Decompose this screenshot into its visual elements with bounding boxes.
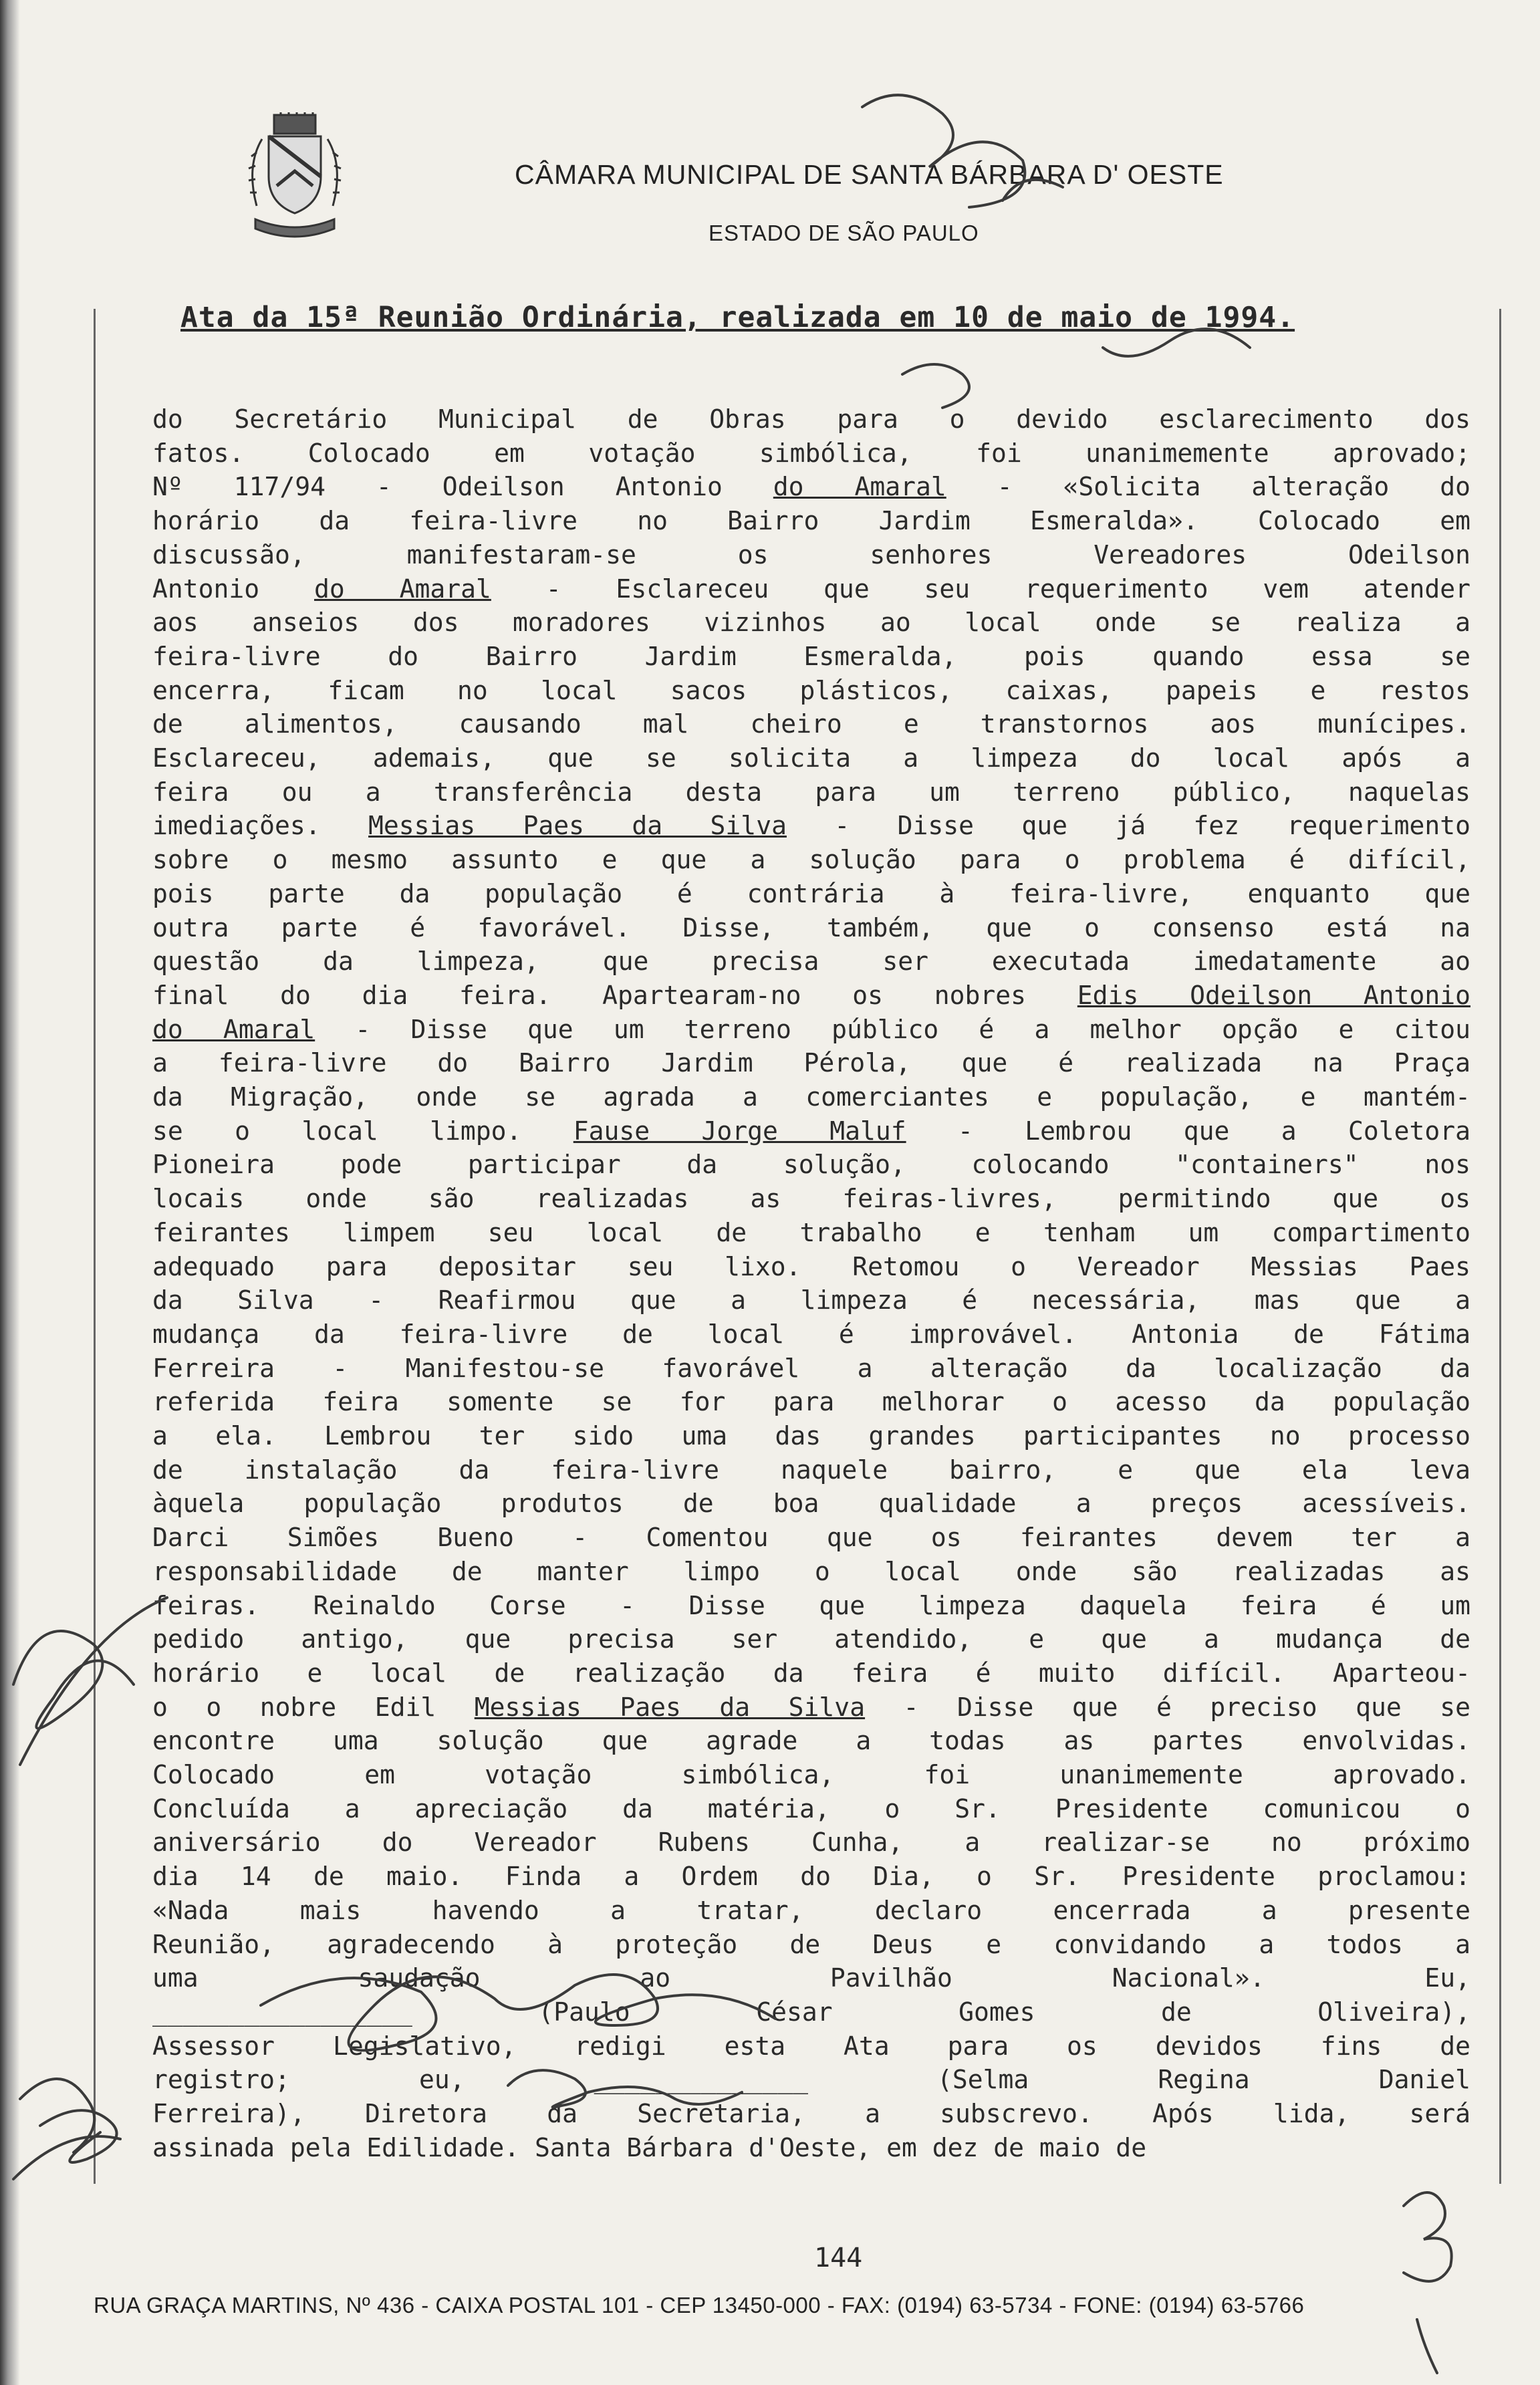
body-line: adequado para depositar seu lixo. Retomou o Vereador Messias Paes [152,1252,1470,1281]
body-line: Nº 117/94 - Odeilson Antonio do Amaral - «Solicita alteração do [152,472,1470,501]
address-footer: RUA GRAÇA MARTINS, Nº 436 - CAIXA POSTAL 101 - CEP 13450-000 - FAX: (0194) 63-5734 - FONE: (0194) 63-5766 [94,2293,1305,2317]
state-name: ESTADO DE SÃO PAULO [709,221,979,245]
body-line: assinada pela Edilidade. Santa Bárbara d'Oeste, em dez de maio de [152,2133,1147,2162]
body-line: pois parte da população é contrária à feira-livre, enquanto que [152,879,1470,908]
underlined-name: Messias Paes da Silva [368,811,787,840]
body-line: sobre o mesmo assunto e que a solução para o problema é difícil, [152,845,1470,874]
body-line: «Nada mais havendo a tratar, declaro encerrada a presente [152,1896,1470,1925]
underlined-name: Edis Odeilson Antonio [1077,981,1470,1010]
body-line: responsabilidade de manter limpo o local onde são realizadas as [152,1557,1470,1586]
body-line: do Amaral - Disse que um terreno público é a melhor opção e citou [152,1015,1470,1044]
body-line: Antonio do Amaral - Esclareceu que seu requerimento vem atender [152,574,1471,604]
body-line: da Migração, onde se agrada a comerciantes e população, e mantém- [152,1082,1470,1112]
body-line: imediações. Messias Paes da Silva - Disse que já fez requerimento [152,811,1470,840]
body-line: horário e local de realização da feira é muito difícil. Aparteou- [152,1658,1470,1688]
signature-top-right-2 [902,329,1250,408]
body-line: feira-livre do Bairro Jardim Esmeralda, pois quando essa se [152,642,1470,671]
body-line: questão da limpeza, que precisa ser executada imedatamente ao [152,947,1470,976]
body-line: Reunião, agradecendo à proteção de Deus e convidando a todos a [152,1930,1470,1959]
underlined-name: Fause Jorge Maluf [573,1116,906,1146]
body-line: feirantes limpem seu local de trabalho e tenham um compartimento [152,1218,1470,1247]
body-line: encerra, ficam no local sacos plásticos, caixas, papeis e restos [152,676,1470,705]
body-line: _________________ (Paulo César Gomes de Oliveira), [152,1997,1470,2027]
body-line: Ferreira), Diretora da Secretaria, a subscrevo. Após lida, será [152,2099,1470,2128]
body-line: discussão, manifestaram-se os senhores Vereadores Odeilson [152,540,1470,570]
body-line: de alimentos, causando mal cheiro e transtornos aos munícipes. [152,709,1470,739]
body-line: àquela população produtos de boa qualidade a preços acessíveis. [152,1489,1470,1518]
body-line: outra parte é favorável. Disse, também, que o consenso está na [152,913,1470,943]
coat-of-arms-emblem [242,112,348,246]
body-line: Concluída a apreciação da matéria, o Sr. Presidente comunicou o [152,1794,1470,1824]
body-line: referida feira somente se for para melhorar o acesso da população [152,1387,1470,1416]
body-line: uma saudação ao Pavilhão Nacional». Eu, [152,1963,1470,1993]
signature-bottom-right [1404,2192,1452,2373]
left-margin-rule [94,309,96,2184]
body-line: fatos. Colocado em votação simbólica, foi unanimemente aprovado; [152,438,1470,468]
body-line: Colocado em votação simbólica, foi unanimemente aprovado. [152,1760,1470,1789]
signature-bottom-left [13,2079,120,2179]
body-line: encontre uma solução que agrade a todas as partes envolvidas. [152,1726,1470,1755]
body-line: mudança da feira-livre de local é improvável. Antonia de Fátima [152,1320,1470,1349]
page-number: 144 [814,2243,863,2273]
body-line: se o local limpo. Fause Jorge Maluf - Lembrou que a Coletora [152,1116,1470,1146]
body-line: Pioneira pode participar da solução, colocando "containers" nos [152,1150,1470,1179]
body-line: Ferreira - Manifestou-se favorável a alteração da localização da [152,1354,1470,1383]
body-line: horário da feira-livre no Bairro Jardim Esmeralda». Colocado em [152,506,1470,535]
right-margin-rule [1499,309,1501,2184]
body-line: feira ou a transferência desta para um terreno público, naquelas [152,777,1470,807]
body-line: Assessor Legislativo, redigi esta Ata para os devidos fins de [152,2031,1470,2061]
signature-left-margin [13,1598,167,1765]
minutes-title: Ata da 15ª Reunião Ordinária, realizada em 10 de maio de 1994. [180,301,1295,334]
underlined-name: do Amaral [773,472,946,501]
body-line: de instalação da feira-livre naquele bairro, e que ela leva [152,1455,1470,1485]
body-line: locais onde são realizadas as feiras-livres, permitindo que os [152,1184,1470,1213]
body-line: final do dia feira. Apartearam-no os nobres Edis Odeilson Antonio [152,981,1470,1010]
body-line: aniversário do Vereador Rubens Cunha, a realizar-se no próximo [152,1828,1470,1857]
body-line: Darci Simões Bueno - Comentou que os feirantes devem ter a [152,1523,1470,1552]
body-line: da Silva - Reafirmou que a limpeza é necessária, mas que a [152,1285,1470,1315]
body-line: aos anseios dos moradores vizinhos ao local onde se realiza a [152,608,1470,637]
underlined-name: Messias Paes da Silva [474,1692,866,1722]
body-line: a ela. Lembrou ter sido uma das grandes participantes no processo [152,1421,1470,1451]
body-line: Esclareceu, ademais, que se solicita a limpeza do local após a [152,743,1470,773]
page-binding-shadow [0,0,20,2385]
body-line: pedido antigo, que precisa ser atendido, e que a mudança de [152,1624,1470,1654]
underlined-name: do Amaral [152,1015,315,1044]
body-line: dia 14 de maio. Finda a Ordem do Dia, o Sr. Presidente proclamou: [152,1862,1470,1891]
body-line: a feira-livre do Bairro Jardim Pérola, que é realizada na Praça [152,1048,1470,1078]
chamber-name: CÂMARA MUNICIPAL DE SANTA BÁRBARA D' OESTE [515,159,1224,190]
body-line: o o nobre Edil Messias Paes da Silva - Disse que é preciso que se [152,1692,1470,1722]
body-line: feiras. Reinaldo Corse - Disse que limpeza daquela feira é um [152,1591,1470,1620]
body-line: registro; eu, ______________ (Selma Regina Daniel [152,2065,1470,2094]
underlined-name: do Amaral [314,574,491,604]
body-line: do Secretário Municipal de Obras para o devido esclarecimento dos [152,404,1470,434]
